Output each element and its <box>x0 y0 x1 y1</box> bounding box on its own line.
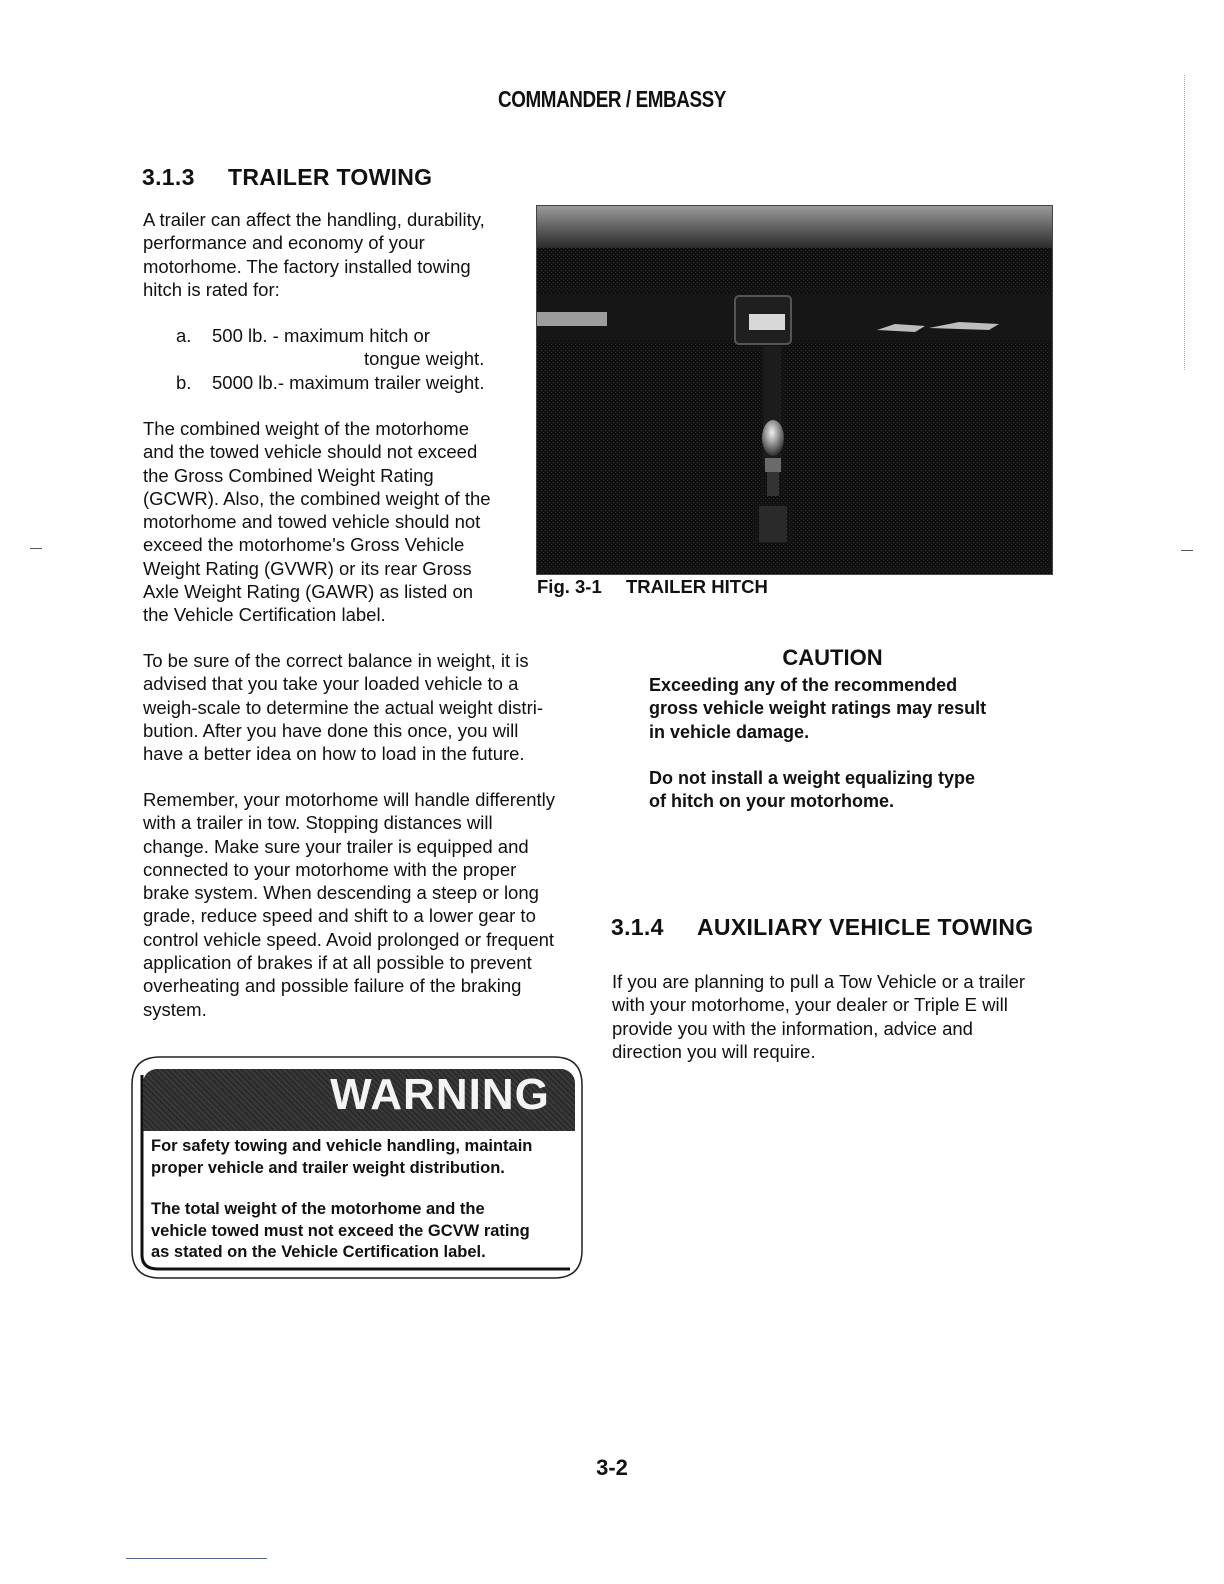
figure-title: TRAILER HITCH <box>626 576 768 597</box>
list-item <box>176 371 516 394</box>
figure-caption <box>537 576 768 598</box>
text-line: For safety towing and vehicle handling, maintain <box>151 1137 533 1155</box>
text-line: of hitch on your motorhome. <box>649 791 894 812</box>
text-line: The combined weight of the motorhome <box>143 418 469 439</box>
text-line: in vehicle damage. <box>649 721 810 742</box>
margin-mark <box>1181 550 1193 551</box>
text-line: control vehicle speed. Avoid prolonged or frequent <box>143 928 555 950</box>
text-line: connected to your motorhome with the proper <box>143 858 517 880</box>
ratings-list <box>176 324 516 394</box>
margin-mark <box>30 548 42 549</box>
section-heading-trailer-towing <box>142 164 432 191</box>
page-number: 3-2 <box>596 1455 628 1480</box>
text-line: motorhome. The factory installed towing <box>143 255 471 277</box>
text-line: hitch is rated for: <box>143 278 280 300</box>
section-title: AUXILIARY VEHICLE TOWING <box>697 914 1034 940</box>
text-line: Weight Rating (GVWR) or its rear Gross <box>143 557 472 579</box>
running-head: COMMANDER / EMBASSY <box>498 86 726 112</box>
caution-title: CAUTION <box>782 645 883 670</box>
caution-paragraph-1 <box>649 674 1029 744</box>
section-number: 3.1.3 <box>142 164 195 190</box>
paragraph-combined-weight <box>143 417 528 627</box>
text-line: the Gross Combined Weight Rating <box>143 464 434 486</box>
figure-number: Fig. 3-1 <box>537 576 602 597</box>
list-marker: b. <box>176 371 192 393</box>
text-line: advised that you take your loaded vehicle to a <box>143 673 519 695</box>
intro-paragraph <box>143 208 523 301</box>
text-line: Do not install a weight equalizing type <box>649 768 976 788</box>
text-line: have a better idea on how to load in the future. <box>143 743 525 765</box>
paragraph-auxiliary-towing <box>612 970 1062 1063</box>
text-line: The total weight of the motorhome and the <box>151 1200 485 1218</box>
text-line: A trailer can affect the handling, durability, <box>143 209 485 230</box>
text-line: with your motorhome, your dealer or Triple E will <box>612 994 1008 1016</box>
text-line: performance and economy of your <box>143 232 425 254</box>
text-line: bution. After you have done this once, you will <box>143 719 519 741</box>
text-line: Axle Weight Rating (GAWR) as listed on <box>143 581 474 603</box>
footnote-rule <box>126 1558 267 1559</box>
text-line: and the towed vehicle should not exceed <box>143 441 478 463</box>
warning-paragraph-1 <box>151 1136 576 1179</box>
text-line: gross vehicle weight ratings may result <box>649 698 987 719</box>
text-line: application of brakes if at all possible to prevent <box>143 952 532 974</box>
scan-edge-line <box>1184 75 1185 370</box>
text-line: weigh-scale to determine the actual weight distri- <box>143 696 543 718</box>
section-title: TRAILER TOWING <box>228 164 433 190</box>
text-line: motorhome and towed vehicle should not <box>143 511 481 533</box>
paragraph-handling <box>143 788 593 1021</box>
text-line: If you are planning to pull a Tow Vehicle or a trailer <box>612 971 1026 992</box>
text-line: the Vehicle Certification label. <box>143 604 386 626</box>
text-line: Remember, your motorhome will handle differently <box>143 789 555 810</box>
trailer-hitch-photo <box>536 205 1053 575</box>
section-heading-auxiliary-towing <box>611 914 1033 941</box>
section-number: 3.1.4 <box>611 914 664 940</box>
text-line: vehicle towed must not exceed the GCVW rating <box>151 1221 530 1240</box>
text-line: direction you will require. <box>612 1040 816 1062</box>
text-line: proper vehicle and trailer weight distribution. <box>151 1158 505 1177</box>
photo-drawing <box>537 206 1052 574</box>
text-line: brake system. When descending a steep or long <box>143 882 539 904</box>
text-line: change. Make sure your trailer is equipped and <box>143 835 529 857</box>
paragraph-weigh-scale <box>143 649 583 765</box>
warning-title: WARNING <box>330 1070 550 1119</box>
list-item-continuation: tongue weight. <box>364 348 485 370</box>
text-line: Exceeding any of the recommended <box>649 675 958 695</box>
list-text: 500 lb. - maximum hitch or <box>212 325 430 346</box>
text-line: with a trailer in tow. Stopping distances will <box>143 812 493 834</box>
text-line: grade, reduce speed and shift to a lower gear to <box>143 905 536 927</box>
text-line: exceed the motorhome's Gross Vehicle <box>143 534 465 556</box>
text-line: as stated on the Vehicle Certification label. <box>151 1243 486 1261</box>
list-item <box>176 324 516 347</box>
text-line: provide you with the information, advice and <box>612 1017 973 1039</box>
text-line: To be sure of the correct balance in weight, it is <box>143 650 529 671</box>
text-line: (GCWR). Also, the combined weight of the <box>143 487 491 509</box>
text-line: system. <box>143 998 207 1020</box>
list-marker: a. <box>176 325 192 346</box>
warning-paragraph-2 <box>151 1199 576 1264</box>
list-text: 5000 lb.- maximum trailer weight. <box>212 371 485 393</box>
text-line: overheating and possible failure of the braking <box>143 975 522 997</box>
caution-paragraph-2 <box>649 767 1029 814</box>
